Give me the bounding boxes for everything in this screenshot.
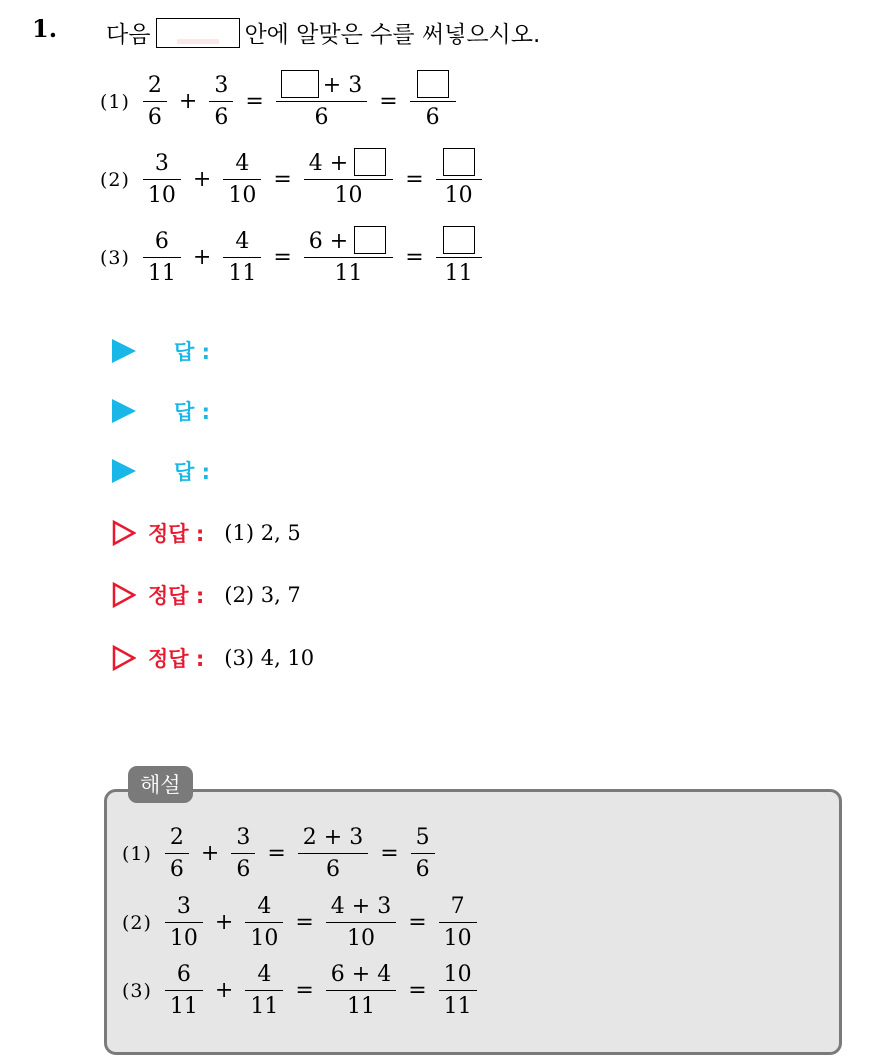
answer-blank[interactable] <box>417 70 449 98</box>
triangle-marker-icon <box>112 399 136 423</box>
explanation-row-1: (1) $\frac{2}{6}$ + $\frac{3}{6}$ = $\frac{2 + 3}{6}$ = $\frac{5}{6}$ <box>122 822 438 885</box>
answer-label: 답 : <box>174 460 210 484</box>
fraction-with-blank: 6 <box>410 70 456 133</box>
correct-answer-3 <box>112 643 314 673</box>
fraction: $\frac{6}{11}$ <box>165 959 203 1022</box>
fraction: $\frac{6 + 4}{11}$ <box>326 959 396 1022</box>
answer-row-1[interactable] <box>112 336 210 366</box>
fraction: $\frac{3}{10}$ <box>143 148 181 211</box>
equals-sign: = <box>273 167 292 192</box>
equals-sign: = <box>405 167 424 192</box>
answer-row-3[interactable] <box>112 456 210 486</box>
correct-answer-2 <box>112 580 301 610</box>
correct-label: 정답 : <box>148 647 205 671</box>
problem-label: (2) <box>100 168 130 191</box>
fraction-with-blank: 11 <box>436 226 482 289</box>
fraction: $\frac{4}{11}$ <box>223 226 261 289</box>
equals-sign: = <box>273 245 292 270</box>
fraction: $\frac{2}{6}$ <box>143 70 167 133</box>
correct-answer-1 <box>112 518 301 548</box>
correct-value: (1) 2, 5 <box>224 521 301 545</box>
equals-sign: = <box>245 89 264 114</box>
fraction: $\frac{10}{11}$ <box>439 959 477 1022</box>
outlined-triangle-icon <box>112 582 136 608</box>
triangle-marker-icon <box>112 459 136 483</box>
outlined-triangle-icon <box>112 645 136 671</box>
correct-value: (2) 3, 7 <box>224 583 301 607</box>
fraction: $\frac{7}{10}$ <box>439 891 477 954</box>
fraction: $\frac{5}{6}$ <box>411 822 435 885</box>
fraction: $\frac{2}{6}$ <box>165 822 189 885</box>
answer-row-2[interactable] <box>112 396 210 426</box>
problem-label: (1) <box>100 90 130 113</box>
plus-sign: + <box>178 89 198 114</box>
answer-blank[interactable] <box>443 226 475 254</box>
equals-sign: = <box>405 245 424 270</box>
question-prompt <box>106 16 540 49</box>
correct-label: 정답 : <box>148 522 205 546</box>
fraction-with-blank: $\frac{+ 3}{6}$ <box>276 70 367 133</box>
prompt-after: 안에 알맞은 수를 써넣으시오. <box>244 22 541 48</box>
fraction: $\frac{3}{10}$ <box>165 891 203 954</box>
problem-1 <box>100 70 459 133</box>
answer-label: 답 : <box>174 340 210 364</box>
fraction: $\frac{4 + 3}{10}$ <box>326 891 396 954</box>
problem-label: (3) <box>100 246 130 269</box>
blank-box <box>156 18 240 48</box>
fraction-with-blank: $\frac{6 +}{11}$ <box>304 226 393 289</box>
plus-sign: + <box>192 245 212 270</box>
answer-label: 답 : <box>174 400 210 424</box>
fraction: $\frac{4}{10}$ <box>245 891 283 954</box>
prompt-before: 다음 <box>106 22 151 48</box>
fraction: $\frac{3}{6}$ <box>209 70 233 133</box>
correct-label: 정답 : <box>148 584 205 608</box>
triangle-marker-icon <box>112 339 136 363</box>
problem-2 <box>100 148 485 211</box>
explanation-row-3: (3) $\frac{6}{11}$ + $\frac{4}{11}$ = $\frac{6 + 4}{11}$ = $\frac{10}{11}$ <box>122 959 480 1022</box>
fraction: $\frac{2 + 3}{6}$ <box>298 822 368 885</box>
problem-3 <box>100 226 485 289</box>
answer-blank[interactable] <box>443 148 475 176</box>
question-number: 1. <box>32 14 58 43</box>
explanation-row-2: (2) $\frac{3}{10}$ + $\frac{4}{10}$ = $\frac{4 + 3}{10}$ = $\frac{7}{10}$ <box>122 891 480 954</box>
outlined-triangle-icon <box>112 520 136 546</box>
fraction: $\frac{4}{10}$ <box>223 148 261 211</box>
correct-value: (3) 4, 10 <box>224 646 315 670</box>
fraction-with-blank: 10 <box>436 148 482 211</box>
equals-sign: = <box>379 89 398 114</box>
fraction-with-blank: $\frac{4 +}{10}$ <box>304 148 393 211</box>
answer-blank[interactable] <box>354 148 386 176</box>
fraction: $\frac{4}{11}$ <box>245 959 283 1022</box>
answer-blank[interactable] <box>354 226 386 254</box>
fraction: $\frac{3}{6}$ <box>231 822 255 885</box>
answer-blank[interactable] <box>281 70 319 98</box>
fraction: $\frac{6}{11}$ <box>143 226 181 289</box>
explanation-tag: 해설 <box>128 766 193 803</box>
plus-sign: + <box>192 167 212 192</box>
